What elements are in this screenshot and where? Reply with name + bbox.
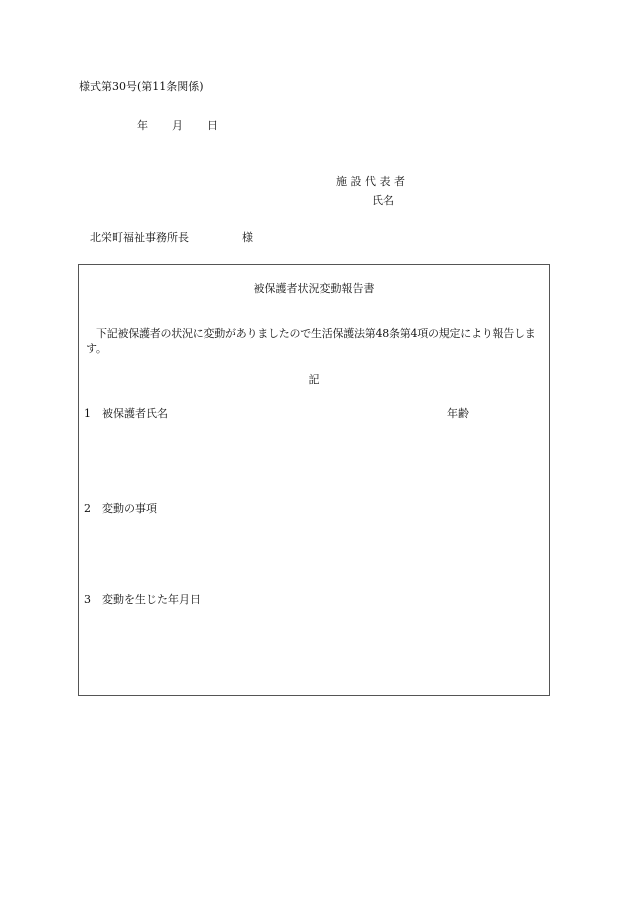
report-body-text: 下記被保護者の状況に変動がありましたので生活保護法第48条第4項の規定により報告します。 (86, 327, 536, 355)
item-3-number: 3 (84, 593, 91, 606)
item-1-number: 1 (84, 407, 91, 420)
item-1-label: 被保護者氏名 (102, 407, 168, 420)
date-month-label: 月 (172, 119, 183, 132)
form-number: 様式第30号(第11条関係) (79, 80, 204, 93)
ki-marker: 記 (308, 373, 320, 386)
item-1-age-label: 年齢 (447, 407, 469, 420)
date-year-label: 年 (137, 119, 148, 132)
report-form-box (78, 264, 550, 696)
item-3-label: 変動を生じた年月日 (102, 593, 201, 606)
date-day-label: 日 (207, 119, 218, 132)
item-2-number: 2 (84, 502, 91, 515)
facility-representative-label: 施 設 代 表 者 (336, 175, 405, 188)
recipient-honorific: 様 (242, 231, 253, 244)
report-title: 被保護者状況変動報告書 (253, 282, 375, 295)
sender-name-label: 氏名 (372, 194, 394, 207)
item-2-label: 変動の事項 (102, 502, 157, 515)
recipient-office: 北栄町福祉事務所長 (90, 231, 189, 244)
